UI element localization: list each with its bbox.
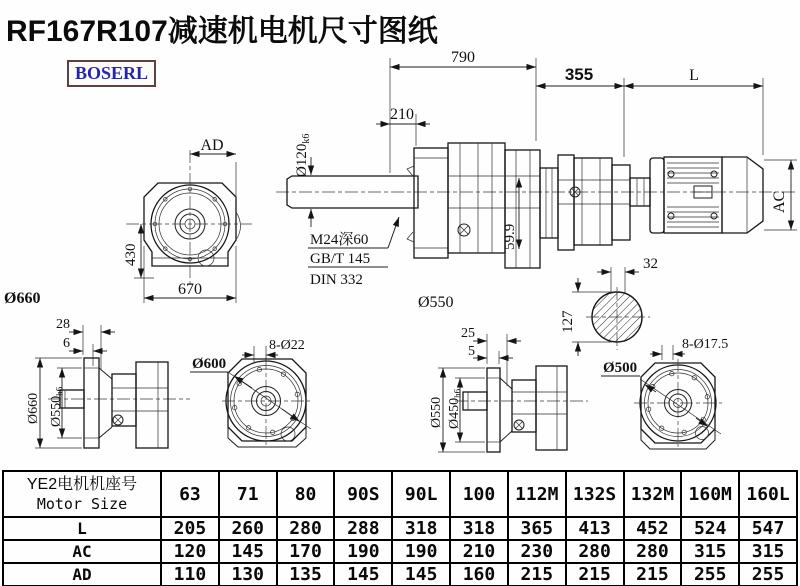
- dim-d450h6-label: Ø450h6: [447, 388, 463, 429]
- col-header: 80: [277, 471, 335, 517]
- cell: 452: [624, 517, 682, 540]
- table-row-AC: [3, 540, 797, 563]
- label-d600: Ø600: [192, 356, 227, 372]
- cell: 365: [508, 517, 566, 540]
- cell: 260: [219, 517, 277, 540]
- cell: 170: [277, 540, 335, 563]
- cell: 318: [450, 517, 508, 540]
- col-header: 90S: [334, 471, 392, 517]
- cell: 205: [161, 517, 219, 540]
- label-d660: Ø660: [4, 290, 41, 307]
- dim-32-label: 32: [643, 256, 658, 272]
- col-header: 112M: [508, 471, 566, 517]
- dim-28-label: 28: [56, 317, 70, 332]
- cell: 280: [566, 540, 624, 563]
- tap-note-3: DIN 332: [310, 272, 363, 288]
- table-row-L: [3, 517, 797, 540]
- row-label: AC: [3, 540, 161, 563]
- cell: 215: [508, 563, 566, 586]
- col-header: 132S: [566, 471, 624, 517]
- dim-l-label: L: [689, 67, 699, 84]
- col-header: 90L: [392, 471, 450, 517]
- col-header: 160M: [681, 471, 739, 517]
- col-header: 132M: [624, 471, 682, 517]
- dim-210-label: 210: [390, 106, 414, 123]
- tap-note-2: GB/T 145: [310, 251, 371, 267]
- header-cn: YE2电机机座号: [26, 476, 138, 493]
- header-motor-size: [3, 471, 161, 517]
- cell: 210: [450, 540, 508, 563]
- cell: 160: [450, 563, 508, 586]
- cell: 145: [334, 563, 392, 586]
- dim-430-label: 430: [123, 243, 139, 266]
- dim-127-label: 127: [560, 310, 576, 333]
- header-en: Motor Size: [36, 495, 128, 513]
- label-8-d22: 8-Ø22: [269, 338, 305, 353]
- table-row-AD: [3, 563, 797, 586]
- cell: 315: [681, 540, 739, 563]
- cell: 135: [277, 563, 335, 586]
- cell: 524: [681, 517, 739, 540]
- side-view-mid: [429, 326, 588, 452]
- cell: 318: [392, 517, 450, 540]
- motor-size-table: [2, 470, 798, 586]
- label-8-d175: 8-Ø17.5: [682, 337, 729, 352]
- cell: 120: [161, 540, 219, 563]
- dim-d660-label: Ø660: [26, 392, 41, 424]
- side-view-left: [4, 290, 190, 448]
- dim-670-label: 670: [178, 281, 202, 298]
- col-header: 100: [450, 471, 508, 517]
- cell: 190: [334, 540, 392, 563]
- shaft-dia-label: Ø120k6: [294, 133, 312, 177]
- col-header: 160L: [739, 471, 797, 517]
- dim-25-label: 25: [461, 326, 475, 341]
- dim-5-label: 5: [468, 344, 475, 359]
- col-header: 63: [161, 471, 219, 517]
- row-label: L: [3, 517, 161, 540]
- cell: 255: [681, 563, 739, 586]
- cell: 547: [739, 517, 797, 540]
- cell: 255: [739, 563, 797, 586]
- cell: 130: [219, 563, 277, 586]
- col-header: 71: [219, 471, 277, 517]
- brand-logo: BOSERL: [67, 60, 156, 87]
- cell: 413: [566, 517, 624, 540]
- row-label: AD: [3, 563, 161, 586]
- cell: 145: [392, 563, 450, 586]
- cell: 280: [277, 517, 335, 540]
- dim-790-label: 790: [451, 49, 475, 66]
- dim-355-label: 355: [564, 65, 594, 84]
- tap-note-1: M24深60: [310, 232, 369, 248]
- cell: 288: [334, 517, 392, 540]
- shaft-section-view: [560, 256, 658, 356]
- dim-6-label: 6: [63, 336, 70, 351]
- cell: 315: [739, 540, 797, 563]
- table-header-row: [3, 471, 797, 517]
- dim-ac-label: AC: [771, 190, 788, 213]
- cell: 215: [566, 563, 624, 586]
- cell: 190: [392, 540, 450, 563]
- main-side-view: [276, 49, 798, 311]
- front-view: [123, 137, 252, 303]
- flange-view-left: [190, 338, 311, 447]
- dim-599-label: 59.9: [502, 223, 518, 250]
- cell: 215: [624, 563, 682, 586]
- flange-view-right: [601, 337, 728, 449]
- cell: 110: [161, 563, 219, 586]
- page-title: RF167R107减速机电机尺寸图纸: [6, 15, 438, 48]
- cell: 145: [219, 540, 277, 563]
- label-d500: Ø500: [603, 360, 638, 376]
- cell: 230: [508, 540, 566, 563]
- cell: 280: [624, 540, 682, 563]
- dim-ad-label: AD: [200, 137, 224, 154]
- dim-d550mid-label: Ø550: [429, 396, 444, 428]
- label-d550: Ø550: [418, 294, 454, 311]
- dim-d550h6-label: Ø550h6: [49, 386, 65, 427]
